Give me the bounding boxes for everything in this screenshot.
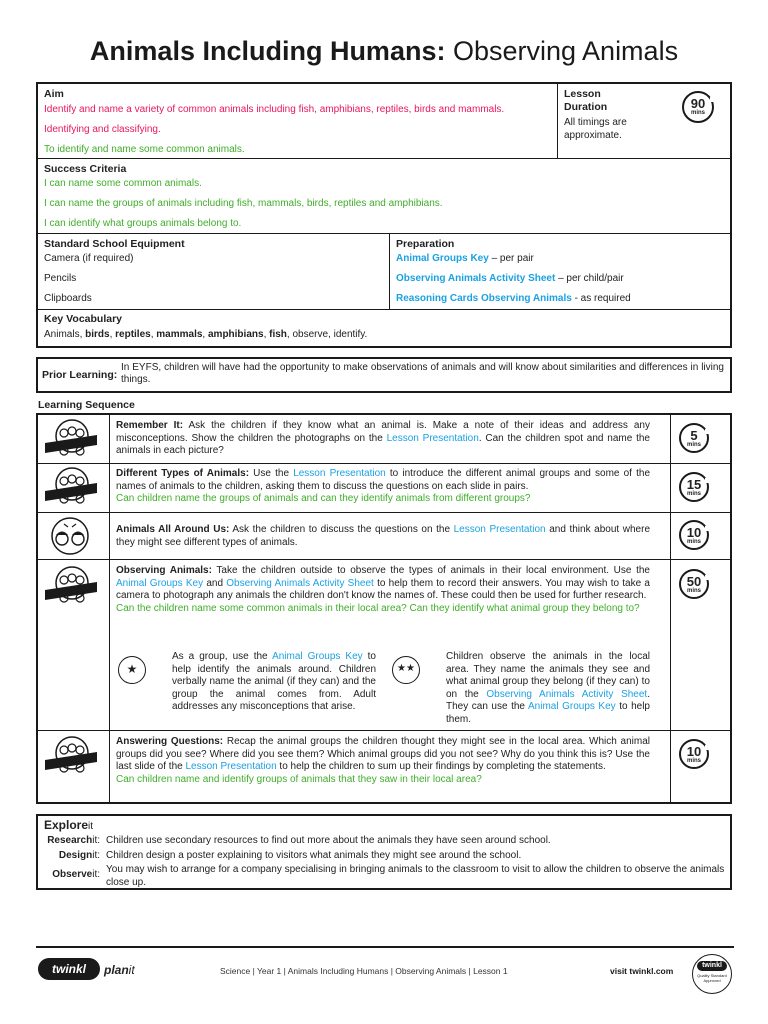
key-vocabulary-section: Key Vocabulary Animals, birds, reptiles, mammals, amphibians, fish, observe, identify. <box>44 313 724 341</box>
animal-groups-key-link[interactable]: Animal Groups Key <box>116 577 204 589</box>
sequence-step-different-types: Different Types of Animals: Use the Lesson Presentation to introduce the different animal groups and some of the names of animals to the children, asking them to discuss the questions on each slide in pairs. Can children name the groups of animals and can they identify animals from different groups? <box>116 468 651 505</box>
page-title: Animals Including Humans: Observing Animals <box>89 36 679 66</box>
whole-class-icon <box>42 419 98 459</box>
preparation-section: Preparation Animal Groups Key – per pair Observing Animals Activity Sheet – per child/pair Reasoning Cards Observing Animals - as required <box>396 238 726 305</box>
timing-badge: 10 mins <box>679 739 709 769</box>
explore-row-research: Researchit: <box>47 835 100 846</box>
timing-badge: 15 mins <box>679 472 709 502</box>
success-line: I can name some common animals. <box>44 178 202 189</box>
aim-heading: Aim <box>44 88 64 100</box>
duration-section <box>564 88 644 142</box>
equipment-heading: Standard School Equipment <box>44 238 185 250</box>
success-heading: Success Criteria <box>44 163 127 175</box>
prior-learning-text: In EYFS, children will have had the opportunity to make observations of animals and will know about similarities and differences in living things. <box>121 362 724 385</box>
sequence-step-remember-it: Remember It: Ask the children if they know what an animal is. Make a note of their ideas and address any misconceptions. Show the children the photographs on the Lesson Presentation. Can the children spot and name the animals in each picture? <box>116 420 650 457</box>
timing-badge: 10 mins <box>679 520 709 550</box>
equipment-item: Clipboards <box>44 293 92 304</box>
equipment-item: Pencils <box>44 273 77 284</box>
vocab-heading: Key Vocabulary <box>44 313 123 325</box>
footer-site-link[interactable]: visit twinkl.com <box>610 966 674 976</box>
resource-link[interactable]: Observing Animals Activity Sheet <box>396 273 556 284</box>
whole-class-icon <box>42 736 98 776</box>
explore-row-text: Children design a poster explaining to visitors what animals they might see around the school. <box>106 850 522 861</box>
activity-sheet-link[interactable]: Observing Animals Activity Sheet <box>486 688 648 700</box>
explore-row-design: Designit: <box>58 850 100 861</box>
timing-badge: 50 mins <box>679 569 709 599</box>
whole-class-icon <box>42 566 98 606</box>
success-line: I can name the groups of animals including fish, mammals, birds, reptiles and amphibians. <box>44 198 443 209</box>
aim-line: To identify and name some common animals. <box>44 144 245 155</box>
aim-section <box>44 88 554 156</box>
one-star-icon: ★ <box>118 656 146 684</box>
resource-link[interactable]: Animal Groups Key <box>396 253 489 264</box>
explore-row-text: You may wish to arrange for a company specialising in bringing animals to the classroom to visit to allow the children to observe the animals close up. <box>106 864 725 888</box>
resource-link[interactable]: Reasoning Cards Observing Animals <box>396 293 572 304</box>
lesson-presentation-link[interactable]: Lesson Presentation <box>185 761 277 773</box>
equipment-section <box>44 238 384 305</box>
timing-badge: 5 mins <box>679 423 709 453</box>
animal-groups-key-link[interactable]: Animal Groups Key <box>272 651 363 662</box>
explore-it-heading: Exploreit <box>44 818 94 832</box>
activity-sheet-link[interactable]: Observing Animals Activity Sheet <box>226 577 374 589</box>
success-criteria-section <box>44 163 724 230</box>
preparation-heading: Preparation <box>396 238 455 250</box>
explore-row-text: Children use secondary resources to find out more about the animals they have seen around school. <box>106 835 551 846</box>
two-star-icon: ★★ <box>392 656 420 684</box>
sequence-step-animals-all-around: Animals All Around Us: Ask the children to discuss the questions on the Lesson Presentation and think about where they might see different types of animals. <box>116 524 651 548</box>
footer-breadcrumb: Science | Year 1 | Animals Including Humans | Observing Animals | Lesson 1 <box>220 966 508 976</box>
duration-heading: Lesson Duration <box>564 88 608 113</box>
aim-line: Identify and name a variety of common animals including fish, amphibians, reptiles, birds and mammals. <box>44 104 505 115</box>
differentiation-one-star: As a group, use the Animal Groups Key to help identify the animals around. Children verbally name the animal (if they can) and the group the animal comes from. Adult addresses any misconceptions that arise. <box>172 651 376 713</box>
whole-class-icon <box>42 467 98 507</box>
explore-row-observe: Observeit: <box>52 869 100 880</box>
pair-discussion-icon <box>42 516 98 556</box>
planit-logo: planit <box>104 963 135 977</box>
equipment-item: Camera (if required) <box>44 253 134 264</box>
sequence-step-observing-animals: Observing Animals: Take the children outside to observe the types of animals in their local environment. Use the Animal Groups Key and Observing Animals Activity Sheet to help them to record their answers. You may wish to take a camera to photograph any animals the children don't know the names of. These could then be used for further research. Can the children name some common animals in their local area? Can they identify what animal group they belong to? <box>116 565 650 614</box>
lesson-presentation-link[interactable]: Lesson Presentation <box>386 432 479 444</box>
lesson-duration-badge: 90 mins <box>682 91 714 123</box>
lesson-presentation-link[interactable]: Lesson Presentation <box>293 468 386 479</box>
animal-groups-key-link[interactable]: Animal Groups Key <box>527 701 616 713</box>
twinkl-logo: twinkl <box>38 958 100 980</box>
aim-line: Identifying and classifying. <box>44 124 161 135</box>
sequence-step-answering-questions: Answering Questions: Recap the animal groups the children thought they might see in the local area. Which animal groups did you see? Where did you see them? Which animal groups did you not see? Why do you think this is? Use the last slide of the Lesson Presentation to help the children to sum up their findings by completing the statements. Can children name and identify groups of animals that they saw in their local area? <box>116 736 651 785</box>
lesson-presentation-link[interactable]: Lesson Presentation <box>453 524 546 535</box>
footer-divider <box>36 946 734 948</box>
quality-standard-badge: twinkl Quality Standard Approved <box>692 954 732 994</box>
learning-sequence-heading: Learning Sequence <box>38 399 135 411</box>
differentiation-two-star: Children observe the animals in the local area. They name the animals they see and what animal group they belong (if they can) to on the Observing Animals Activity Sheet. They can use the Animal Groups Key to help them. <box>446 651 650 725</box>
prior-learning-label: Prior Learning: <box>42 369 118 381</box>
success-line: I can identify what groups animals belong to. <box>44 218 242 229</box>
duration-note: All timings are approximate. <box>564 117 627 141</box>
